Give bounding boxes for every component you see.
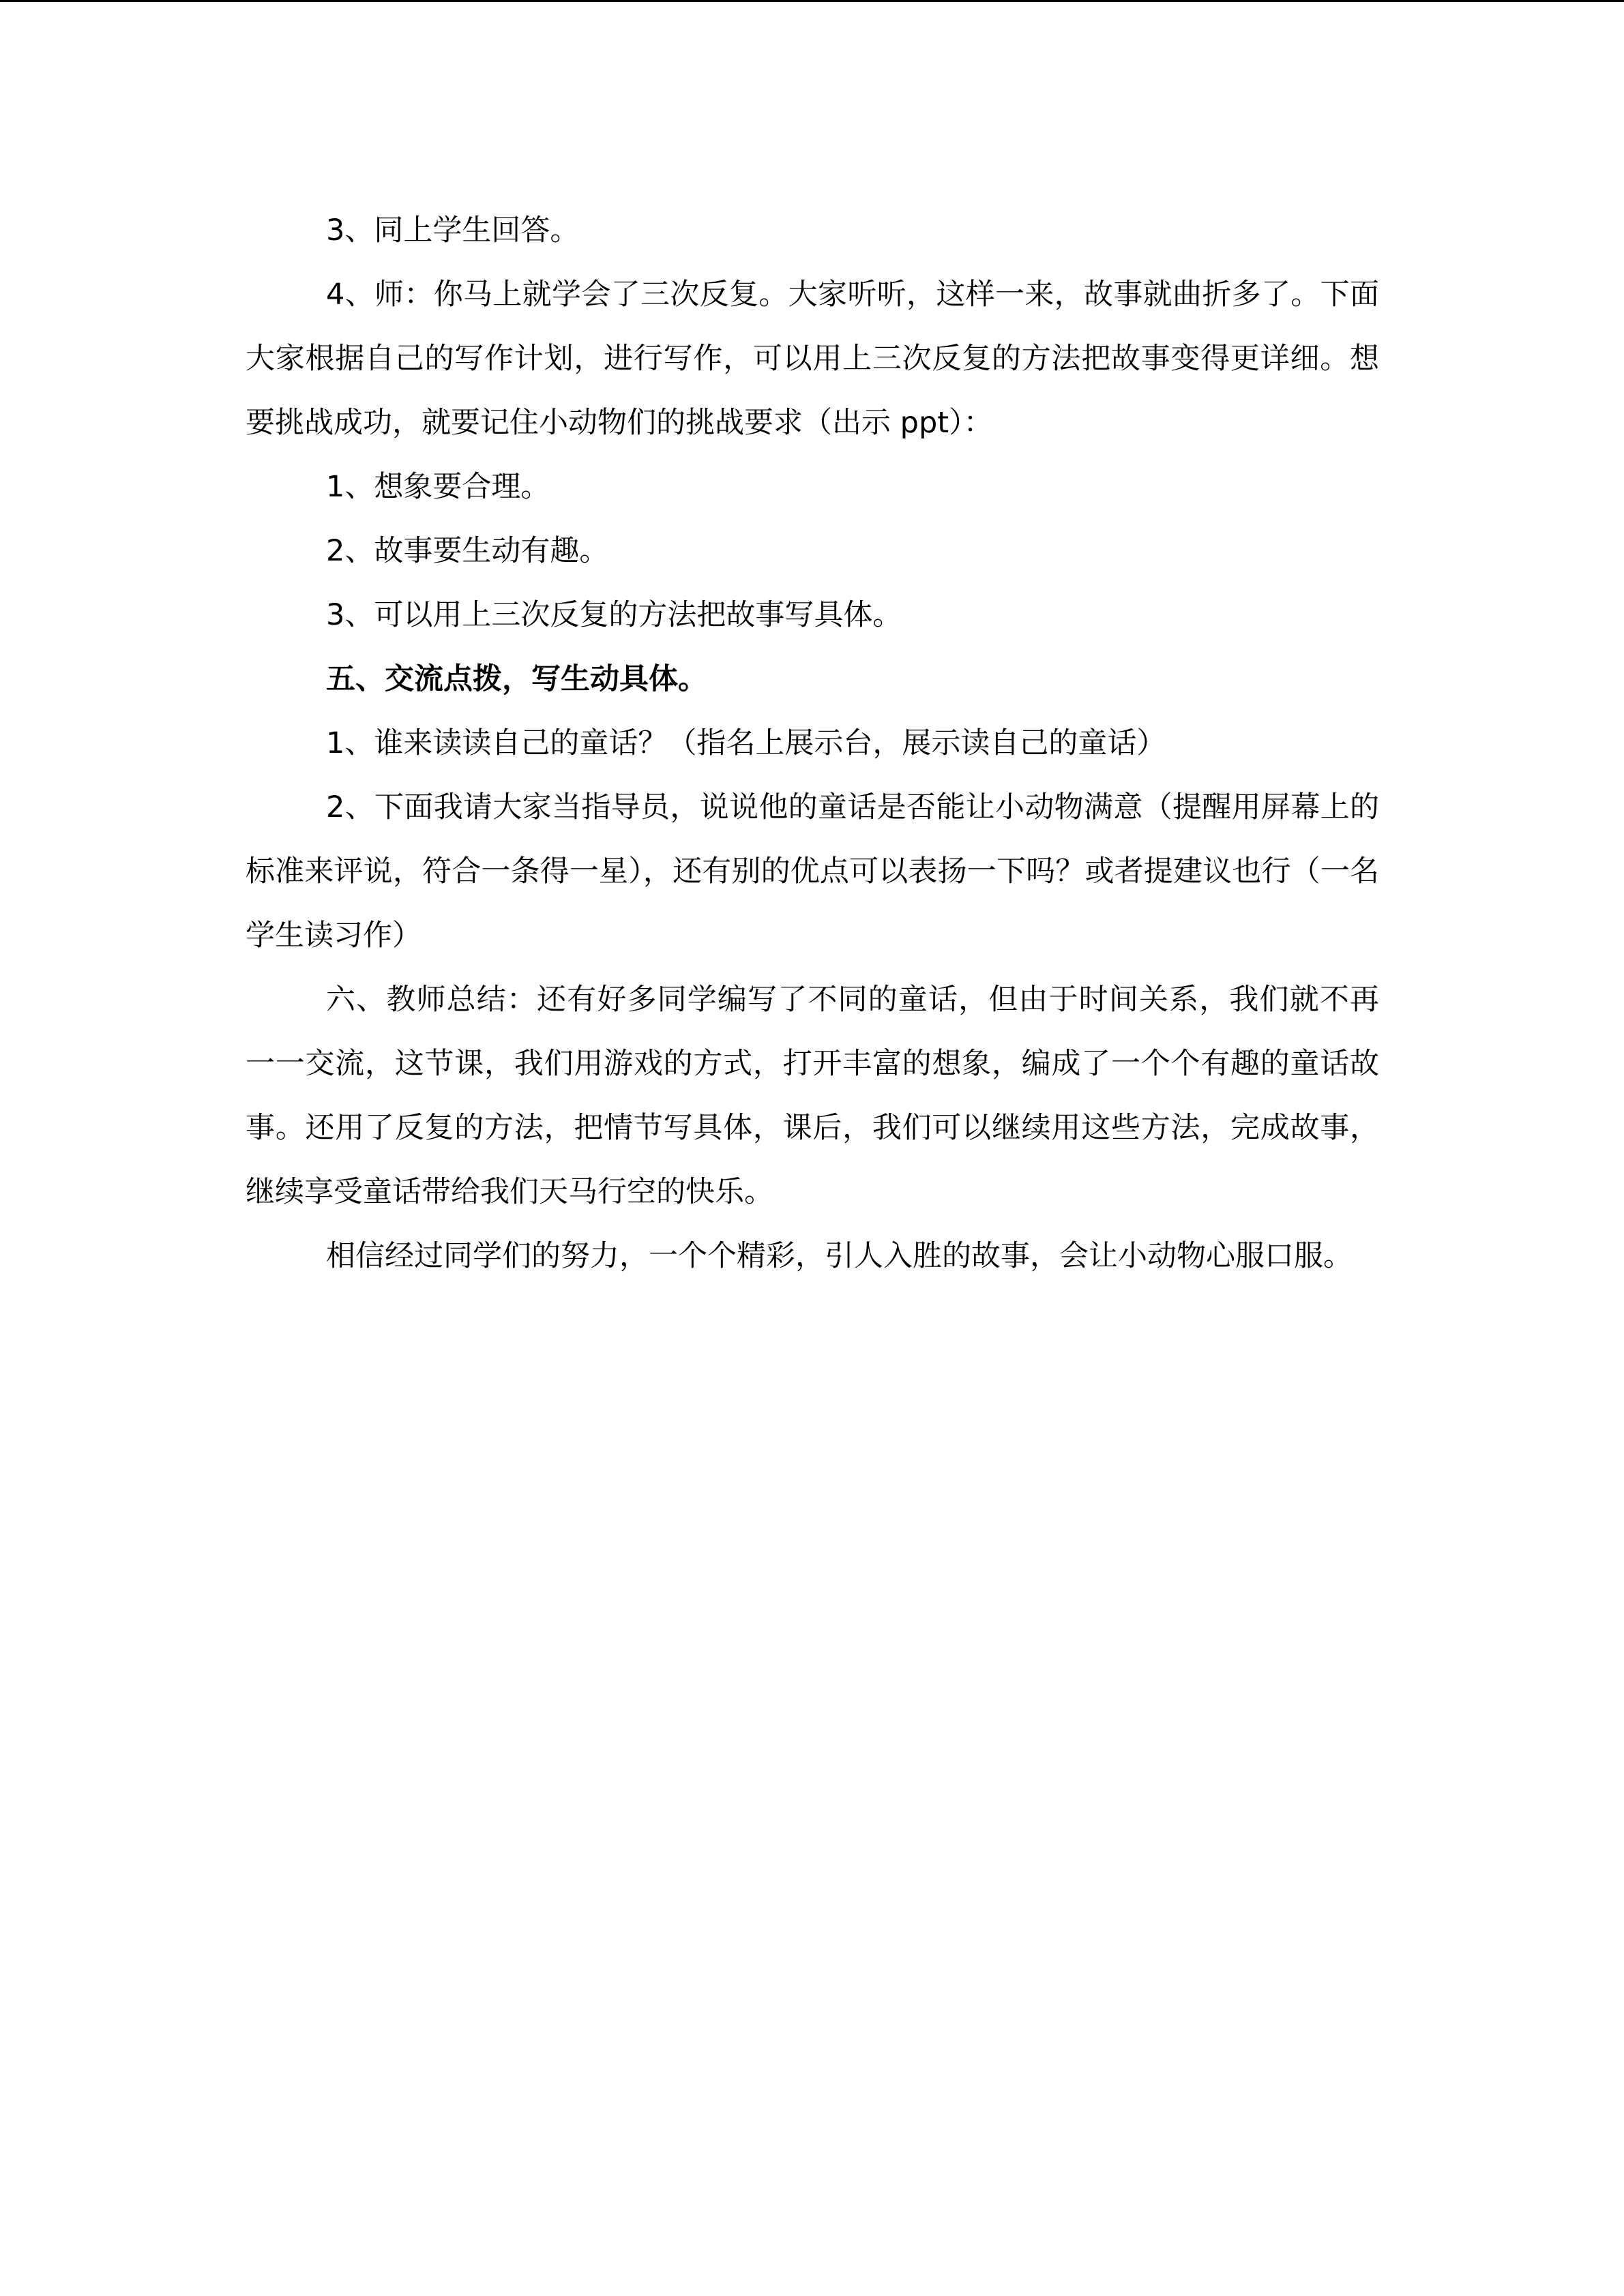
paragraph-requirement-1: 1、想象要合理。 xyxy=(326,470,550,504)
paragraph-teacher-repetition: 4、师：你马上就学会了三次反复。大家听听，这样一来，故事就曲折多了。下面大家根据自己的写作计划，进行写作，可以用上三次反复的方法把故事变得更详细。想要挑战成功，就要记住小动物们的挑战要求（出示 ppt）： xyxy=(246,278,1379,440)
paragraph-read-story: 1、谁来读读自己的童话？（指名上展示台，展示读自己的童话） xyxy=(326,726,1166,760)
paragraph-requirement-3: 3、可以用上三次反复的方法把故事写具体。 xyxy=(326,598,902,632)
paragraph-answer-same: 3、同上学生回答。 xyxy=(326,213,580,248)
paragraph-conclusion: 相信经过同学们的努力，一个个精彩，引人入胜的故事，会让小动物心服口服。 xyxy=(326,1239,1353,1273)
document-body xyxy=(246,198,1379,1288)
paragraph-requirement-2: 2、故事要生动有趣。 xyxy=(326,534,609,568)
section-heading-exchange: 五、交流点拨，写生动具体。 xyxy=(326,662,707,696)
paragraph-evaluate: 2、下面我请大家当指导员，说说他的童话是否能让小动物满意（提醒用屏幕上的标准来评说，符合一条得一星），还有别的优点可以表扬一下吗？或者提建议也行（一名学生读习作） xyxy=(246,790,1379,953)
paragraph-teacher-summary: 六、教师总结：还有好多同学编写了不同的童话，但由于时间关系，我们就不再一一交流，这节课，我们用游戏的方式，打开丰富的想象，编成了一个个有趣的童话故事。还用了反复的方法，把情节写具体，课后，我们可以继续用这些方法，完成故事，继续享受童话带给我们天马行空的快乐。 xyxy=(246,983,1379,1209)
